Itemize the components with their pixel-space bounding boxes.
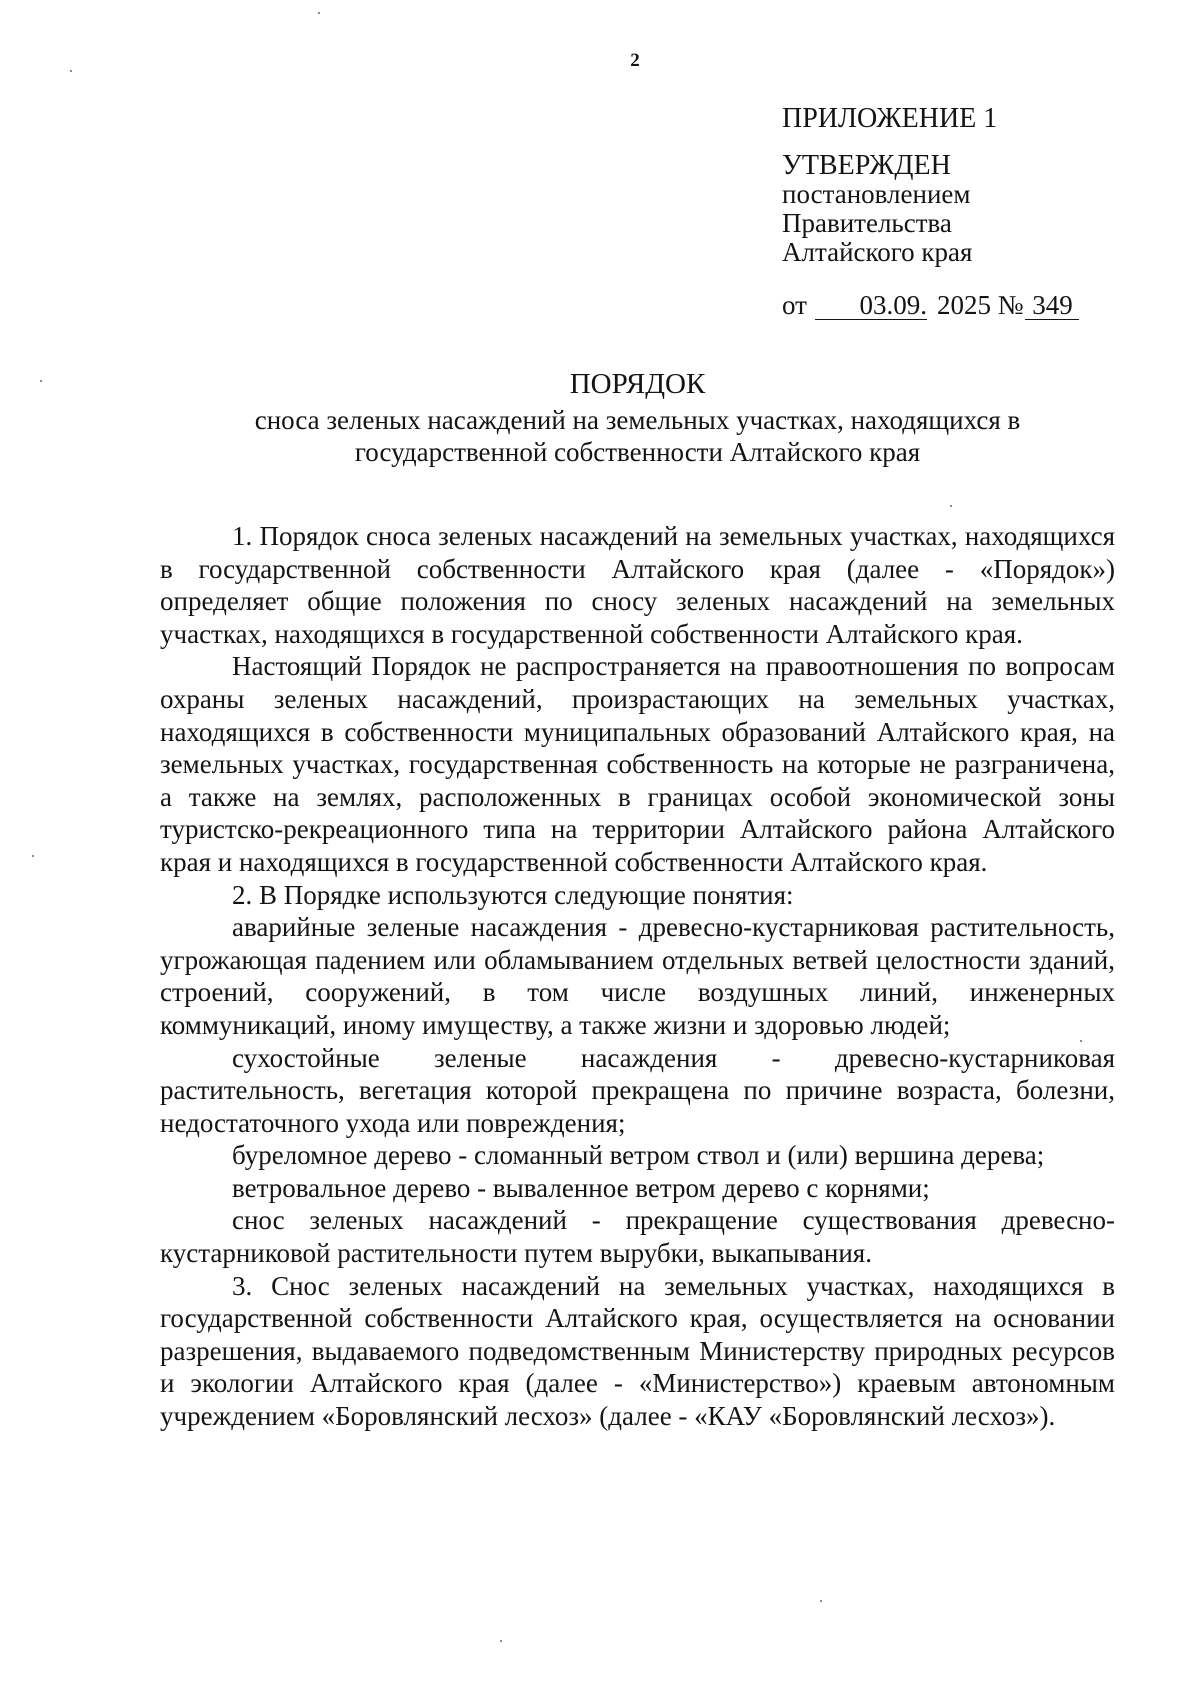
approval-block — [782, 104, 1142, 320]
scan-speck — [950, 505, 952, 507]
approval-date-line — [782, 291, 1142, 320]
approval-line-2: Правительства — [782, 208, 952, 238]
paragraph-6: буреломное дерево - сломанный ветром ствол и (или) вершина дерева; — [232, 1140, 1045, 1171]
document-title-block — [160, 368, 1115, 468]
paragraph-7: ветровальное дерево - вываленное ветром дерево с корнями; — [232, 1172, 930, 1203]
scan-speck — [40, 380, 42, 382]
document-title: ПОРЯДОК — [569, 368, 706, 400]
document-subtitle-line-2: государственной собственности Алтайского края — [354, 437, 921, 467]
approved-label: УТВЕРЖДЕН — [782, 150, 951, 181]
scan-speck — [318, 12, 320, 14]
scan-speck — [70, 70, 72, 72]
appendix-label: ПРИЛОЖЕНИЕ 1 — [782, 103, 998, 134]
paragraph-3: 2. В Порядке используются следующие понятия: — [232, 879, 794, 910]
document-body — [160, 520, 1115, 1433]
paragraph-8: снос зеленых насаждений - прекращение существования древесно-кустарниковой растительности путем вырубки, выкапывания. — [160, 1205, 1115, 1269]
document-subtitle-line-1: сноса зеленых насаждений на земельных участках, находящихся в — [254, 405, 1021, 435]
paragraph-4: аварийные зеленые насаждения - древесно-кустарниковая растительность, угрожающая падением или обламыванием отдельных ветвей целостности зданий, строений, сооружений, в том числе воздушных линий, инженерных коммуникаций, иному имуществу, а также жизни и здоровью людей; — [160, 912, 1115, 1040]
scan-speck — [1080, 1040, 1082, 1042]
page-number: 2 — [630, 50, 640, 71]
from-label: от — [782, 290, 807, 320]
scan-speck — [500, 1640, 502, 1642]
paragraph-9: 3. Снос зеленых насаждений на земельных участках, находящихся в государственной собственности Алтайского края, осуществляется на основании разрешения, выдаваемого подведомственным Министерству природных ресурсов и экологии Алтайского края (далее - «Министерство») краевым автономным учреждением «Боровлянский лесхоз» (далее - «КАУ «Боровлянский лесхоз»). — [160, 1270, 1115, 1432]
approval-line-3: Алтайского края — [782, 237, 973, 267]
paragraph-2: Настоящий Порядок не распространяется на правоотношения по вопросам охраны зеленых насаждений, произрастающих на земельных участках, находящихся в собственности муниципальных образований Алтайского края, на земельных участках, государственная собственность на которые не разграничена, а также на землях, расположенных в границах особой экономической зоны туристско-рекреационного типа на территории Алтайского района Алтайского края и находящихся в государственной собственности Алтайского края. — [160, 651, 1115, 877]
scan-speck — [820, 1600, 822, 1602]
approval-year-label: 2025 № — [936, 290, 1024, 320]
approval-date: 03.09. — [815, 292, 927, 320]
approval-number: 349 — [1025, 292, 1079, 320]
paragraph-1: 1. Порядок сноса зеленых насаждений на земельных участках, находящихся в государственной собственности Алтайского края (далее - «Порядок») определяет общие положения по сносу зеленых насаждений на земельных участках, находящихся в государственной собственности Алтайского края. — [160, 521, 1115, 649]
scan-speck — [32, 855, 34, 857]
paragraph-5: сухостойные зеленые насаждения - древесно-кустарниковая растительность, вегетация которой прекращена по причине возраста, болезни, недостаточного ухода или повреждения; — [160, 1042, 1115, 1138]
approval-line-1: постановлением — [782, 179, 971, 209]
